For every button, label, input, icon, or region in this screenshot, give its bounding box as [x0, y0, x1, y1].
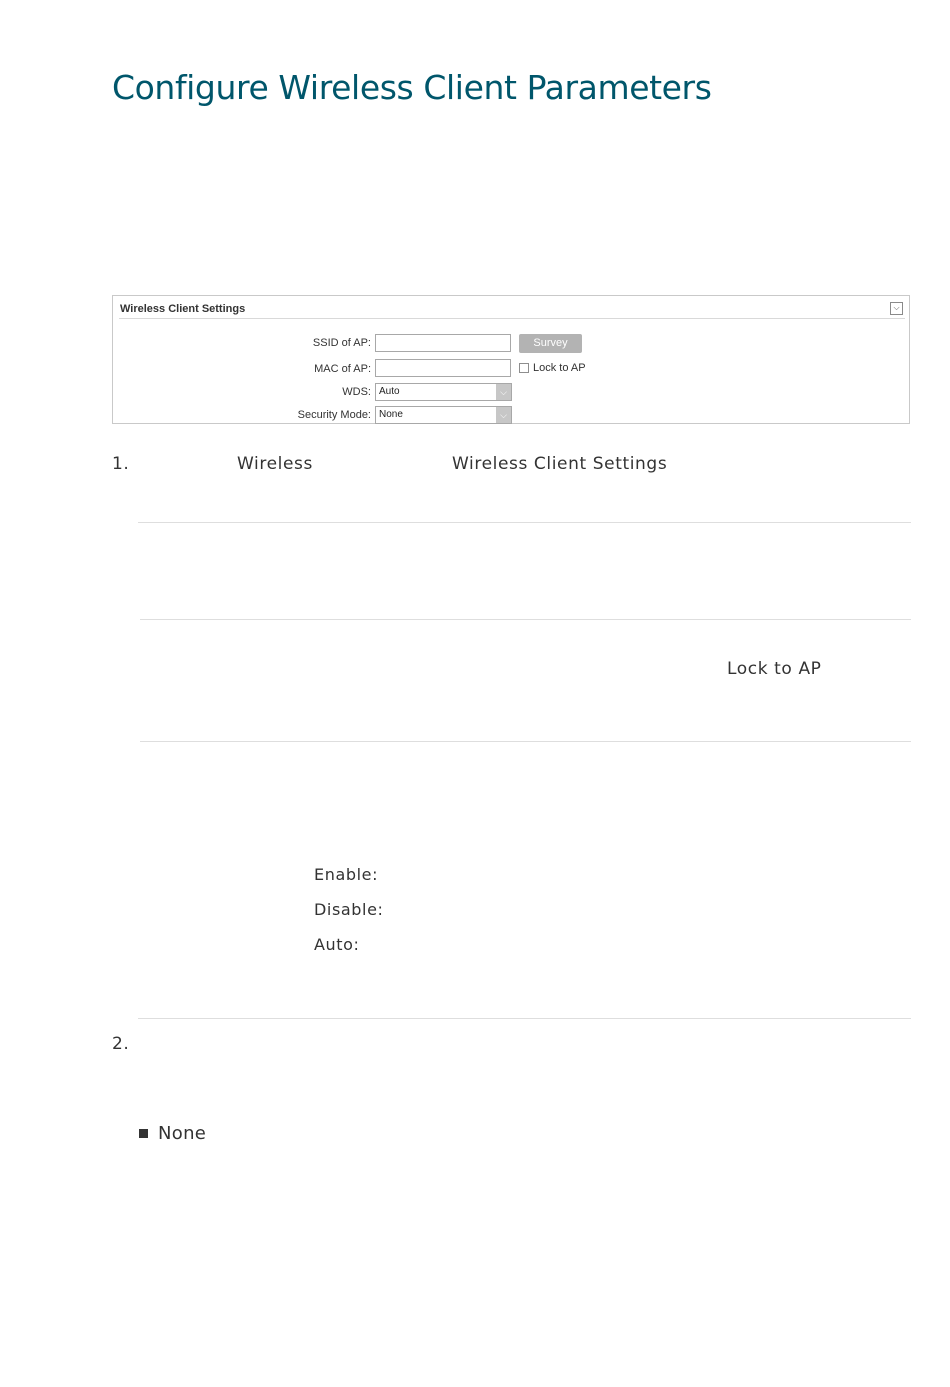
mac-label: MAC of AP:	[314, 363, 371, 375]
wireless-client-settings-panel	[112, 295, 910, 424]
panel-title: Wireless Client Settings	[120, 303, 246, 315]
security-mode-select[interactable]	[375, 406, 512, 424]
wds-select-value: Auto	[379, 386, 400, 397]
collapse-icon[interactable]: ⌵	[890, 302, 903, 315]
wds-auto-term: Auto:	[314, 935, 360, 954]
lock-to-ap-label: Lock to AP	[533, 362, 586, 374]
security-mode-none-term: None	[158, 1123, 207, 1144]
wds-enable-term: Enable:	[314, 865, 379, 884]
ssid-label: SSID of AP:	[312, 337, 371, 349]
wds-select[interactable]	[375, 383, 512, 401]
table-divider	[138, 1018, 911, 1019]
page-title: Configure Wireless Client Parameters	[112, 68, 712, 107]
ssid-input[interactable]	[375, 334, 511, 352]
step-1-number: 1.	[112, 454, 130, 474]
security-mode-label: Security Mode:	[297, 409, 371, 421]
lock-to-ap-term: Lock to AP	[727, 659, 822, 679]
square-bullet-icon	[139, 1129, 148, 1138]
chevron-down-icon: ⌵	[496, 384, 511, 400]
survey-button[interactable]: Survey	[519, 334, 582, 353]
security-mode-select-value: None	[379, 409, 403, 420]
wds-disable-term: Disable:	[314, 900, 384, 919]
step-1-section-name: Wireless Client Settings	[452, 454, 668, 474]
chevron-down-icon: ⌵	[496, 407, 511, 423]
table-divider	[140, 619, 911, 620]
wds-label: WDS:	[342, 386, 371, 398]
step-2-number: 2.	[112, 1034, 130, 1054]
lock-to-ap-checkbox[interactable]	[519, 363, 529, 373]
table-divider	[140, 741, 911, 742]
mac-input[interactable]	[375, 359, 511, 377]
panel-divider	[119, 318, 905, 319]
step-1-menu-wireless: Wireless	[237, 454, 313, 474]
table-divider	[138, 522, 911, 523]
